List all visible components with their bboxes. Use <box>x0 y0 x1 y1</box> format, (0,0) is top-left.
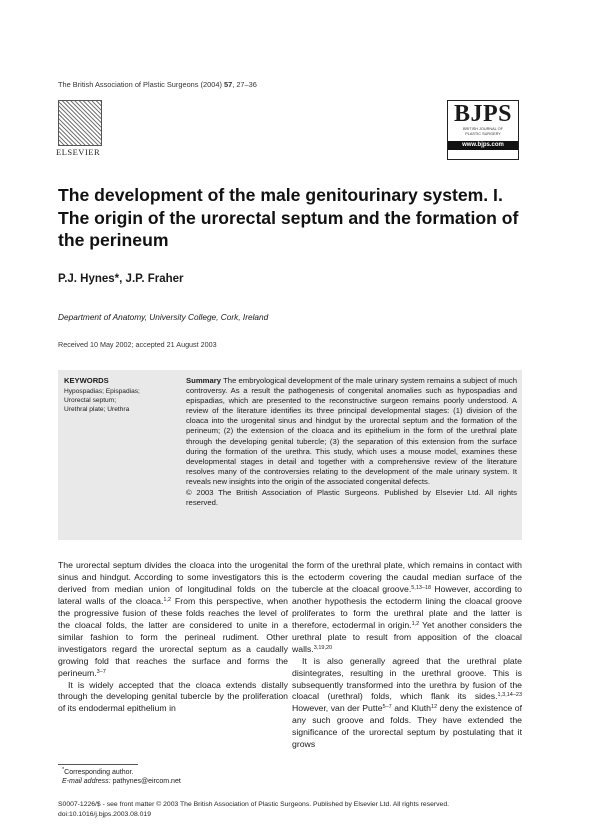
citation-ref[interactable]: 3,19,20 <box>313 644 333 651</box>
page-footer <box>58 800 449 819</box>
journal-volume: 57 <box>223 80 233 89</box>
footnote-email-label: E-mail address: <box>62 778 111 786</box>
footnote-divider <box>58 764 138 765</box>
keywords-panel <box>64 376 164 414</box>
bjps-subtitle-2: PLASTIC SURGERY <box>465 132 501 136</box>
bjps-url: www.bjps.com <box>448 141 518 150</box>
journal-name: The British Association of Plastic Surgeons (2004) <box>58 80 222 89</box>
author-affiliation: Department of Anatomy, University College, Cork, Ireland <box>58 312 269 322</box>
keyword-line: Urethral plate; Urethra <box>64 406 130 413</box>
article-title: The development of the male genitourinary system. I. The origin of the urorectal septum and the formation of the perineum <box>58 185 519 250</box>
received-dates: Received 10 May 2002; accepted 21 August 2003 <box>58 340 217 349</box>
keywords-heading: KEYWORDS <box>64 376 109 385</box>
body-text: the form of the urethral plate, which remains in contact with the ectoderm covering the caudal median surface of the tubercle at the cloacal groove. <box>292 560 522 594</box>
body-text: However, van der Putte <box>292 703 383 714</box>
keyword-line: Hypospadias; Epispadias; <box>64 388 140 395</box>
summary-abstract <box>186 376 517 508</box>
body-text: and Kluth <box>391 703 432 714</box>
summary-label: Summary <box>186 376 222 385</box>
bjps-wordmark: BJPS <box>453 101 512 127</box>
bjps-logo <box>447 100 519 160</box>
footnote <box>62 768 181 787</box>
body-text: However, according to another hypothesis the ectoderm lining the cloacal groove proliferates to form the urethral plate and the latter is therefore, ectodermal in origin. <box>292 583 522 630</box>
body-column-left <box>58 560 288 715</box>
summary-copyright: © 2003 The British Association of Plastic Surgeons. Published by Elsevier Ltd. All rights reserved. <box>186 488 517 508</box>
footer-front-matter: S0007-1226/$ - see front matter © 2003 The British Association of Plastic Surgeons. Published by Elsevier Ltd. All rights reserved. <box>58 801 449 808</box>
journal-citation <box>58 80 257 89</box>
elsevier-wordmark: ELSEVIER <box>56 147 101 157</box>
citation-ref[interactable]: 12 <box>431 704 438 711</box>
citation-ref[interactable]: 1,3,14–23 <box>497 692 522 699</box>
body-paragraph <box>58 680 288 716</box>
citation-ref[interactable]: 1,2 <box>163 596 172 603</box>
keyword-line: Urorectal septum; <box>64 397 117 404</box>
body-column-right <box>292 560 522 751</box>
body-text: It is widely accepted that the cloaca extends distally through the developing genital tubercle by the proliferation of its endodermal epithelium in <box>58 679 288 714</box>
body-text: It is also generally agreed that the urethral plate disintegrates, resulting in the urethral groove. This is subsequently transformed into the urethra by fusion of the cloacal (urethral) folds, which flank its sides. <box>292 655 522 702</box>
body-paragraph <box>292 656 522 752</box>
body-text: Yet another considers the urethral plate to result from apposition of the cloacal walls. <box>292 619 522 654</box>
footnote-corresponding: Corresponding author. <box>64 769 134 776</box>
body-paragraph <box>58 560 288 680</box>
footnote-mark: * <box>62 767 65 773</box>
elsevier-tree-icon <box>58 100 102 146</box>
body-text: From this perspective, when the progressive fusion of these folds reaches the level of the cloacal folds, the latter are considered to unite in a similar fashion to form the perineal rudiment. Other investigators regard the urorectal septum as a caudally growing fold that reaches the surface and forms the perineum. <box>58 595 288 678</box>
citation-ref[interactable]: 5–7 <box>382 704 392 711</box>
article-authors: P.J. Hynes*, J.P. Fraher <box>58 273 184 285</box>
footnote-email[interactable]: pathynes@eircom.net <box>110 778 181 786</box>
body-paragraph <box>292 560 522 656</box>
body-text: deny the existence of any such groove and folds. They have extended the significance of the urorectal septum by postulating that it grows <box>292 703 522 750</box>
body-text: The urorectal septum divides the cloaca into the urogenital sinus and hindgut. According to some investigators this is derived from median union of longitudinal folds on the lateral walls of the cloaca. <box>58 560 288 606</box>
citation-ref[interactable]: 3–7 <box>96 668 106 675</box>
footer-doi[interactable]: doi:10.1016/j.bjps.2003.08.019 <box>58 810 151 818</box>
citation-ref[interactable]: 5,13–18 <box>411 584 432 591</box>
citation-ref[interactable]: 1,2 <box>411 620 420 627</box>
elsevier-logo <box>56 100 104 158</box>
journal-pages: , 27–36 <box>232 80 257 89</box>
summary-text: The embryological development of the male urinary system remains a subject of much controversy. As a result the pathogenesis of congenital anomalies such as hypospadias and epispadias, which are presented to the reconstructive surgeon remains poorly understood. A review of the literature identifies its three principal developmental stages: (1) division of the cloaca into the urogenital sinus and hindgut by the urorectal septum and the formation of the perineum; (2) the extension of the cloaca and its epithelium in the form of the urethral plate through the developing genital tubercle; (3) the separation of this extension from the surface during the formation of the urethra. This study, which uses a mouse model, examines these developmental stages in detail and together with a comprehensive review of the literature resolves many of the controversies relating to the development of the male urinary system. It reveals new insights into the origin of the associated congenital defects. <box>186 376 517 486</box>
bjps-subtitle-1: BRITISH JOURNAL OF <box>463 127 503 131</box>
